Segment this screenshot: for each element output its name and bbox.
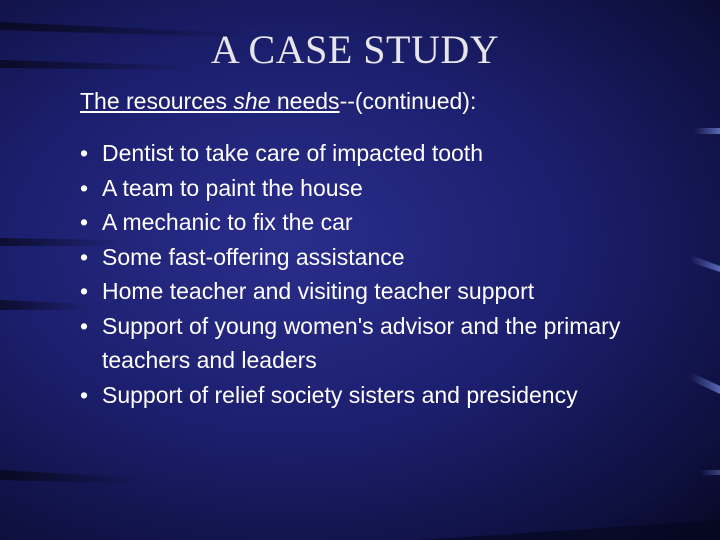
bullet-dot: • xyxy=(80,278,89,304)
subtitle-part-2: she xyxy=(233,88,271,114)
bullet-text: Some fast-offering assistance xyxy=(102,243,405,270)
bullet-item xyxy=(78,171,638,206)
bullet-text: Dentist to take care of impacted tooth xyxy=(102,140,483,166)
bullet-dot: • xyxy=(80,209,89,235)
bullet-item xyxy=(78,378,638,413)
subtitle-part-4: --(continued): xyxy=(339,88,477,114)
bullet-dot: • xyxy=(80,140,89,166)
bullet-dot: • xyxy=(80,243,89,270)
bullet-item xyxy=(78,274,638,309)
bullet-dot: • xyxy=(80,312,89,339)
subtitle-part-3: needs xyxy=(270,88,340,114)
bullet-item xyxy=(78,205,638,240)
bullet-list xyxy=(78,136,638,412)
bullet-text: Support of relief society sisters and presidency xyxy=(102,381,578,408)
bullet-text: A mechanic to fix the car xyxy=(102,209,353,235)
bullet-dot: • xyxy=(80,381,89,408)
slide-title: A CASE STUDY xyxy=(210,27,500,72)
subtitle-part-1: The resources xyxy=(80,88,234,114)
bullet-item xyxy=(78,136,638,171)
bullet-text: Support of young women's advisor and the primary teachers and leaders xyxy=(102,312,621,373)
bullet-item xyxy=(78,309,638,378)
bullet-item xyxy=(78,240,638,275)
bullet-text: Home teacher and visiting teacher support xyxy=(102,278,535,304)
bullet-text: A team to paint the house xyxy=(102,174,363,201)
slide-subtitle xyxy=(80,88,476,115)
bullet-dot: • xyxy=(80,174,89,201)
